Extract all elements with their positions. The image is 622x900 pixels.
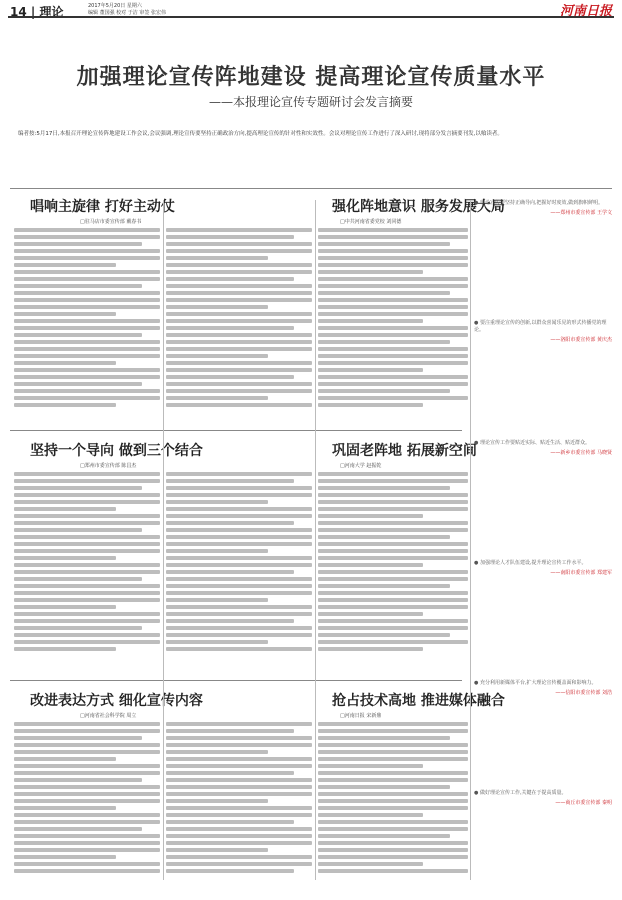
article-title-6: 抢占技术高地 推进媒体融合 [332,693,505,709]
sidebar-text: ● 理论宣传要坚持正确导向,把握好时度效,做到旗帜鲜明。 [474,200,604,206]
article-author-3: □郑州市委宣传部 陈昌杰 [80,463,137,469]
sidebar-item [474,790,612,806]
editor-line: 编辑 董国强 校对 于洁 审签 张宏伟 [88,10,166,16]
header-meta [88,3,166,17]
article-title-3: 坚持一个导向 做到三个结合 [30,443,203,459]
sidebar-source: ——商丘市委宣传部 秦明 [555,800,612,806]
sidebar-source: ——信阳市委宣传部 刘浩 [555,690,612,696]
article-body-4 [318,472,468,672]
article-author-6: □河南日报 宋新鼎 [340,713,382,719]
newspaper-logo: 河南日报 [559,4,612,19]
sidebar-text: ● 充分利用新媒体平台,扩大理论宣传覆盖面和影响力。 [474,680,597,686]
main-title: 加强理论宣传阵地建设 提高理论宣传质量水平 [76,64,546,90]
divider [10,430,462,431]
sub-title: ——本报理论宣传专题研讨会发言摘要 [208,95,413,109]
sidebar-text: ● 加强理论人才队伍建设,提升理论宣传工作水平。 [474,560,587,566]
article-author-5: □河南省社会科学院 周立 [80,713,137,719]
sidebar-item [474,560,612,576]
sidebar-item [474,320,612,343]
date-line: 2017年5月20日 星期六 [88,3,142,9]
article-body-5b [166,722,312,892]
sidebar-source: ——郑州市委宣传部 王学文 [550,210,612,216]
article-body-1 [14,228,160,424]
sidebar-text: ● 要注重理论宣传的创新,以群众喜闻乐见的形式传播党的理论。 [474,320,607,333]
top-rule [8,16,614,18]
article-body-2 [318,228,468,424]
article-body-3b [166,472,312,672]
article-title-2: 强化阵地意识 服务发展大局 [332,199,505,215]
sidebar-source: ——洛阳市委宣传部 黄庆杰 [550,337,612,343]
divider [10,680,462,681]
article-body-6 [318,722,468,892]
sidebar-text: ● 做好理论宣传工作,关键在于提高质量。 [474,790,567,796]
page-number: 14 | 理论 [10,5,64,19]
column-rule [315,200,316,880]
column-rule [163,200,164,880]
article-author-2: □中共河南省委党校 刘同德 [340,219,402,225]
editor-note-text: 编者按:5月17日,本报召开理论宣传阵地建设工作会议,会议强调,理论宣传要坚持正确政治方向,提高理论宣传的针对性和实效性。会议对理论宣传工作进行了深入研讨,现将部分发言摘要刊发,以飨读者。 [18,131,503,137]
article-body-1b [166,228,312,424]
editor-note [18,130,604,139]
sidebar-source: ——南阳市委宣传部 郑建军 [550,570,612,576]
sidebar-source: ——新乡市委宣传部 马晓贤 [550,450,612,456]
article-body-5 [14,722,160,892]
sidebar-item [474,440,612,456]
article-body-3 [14,472,160,672]
article-title-5: 改进表达方式 细化宣传内容 [30,693,203,709]
article-author-4: □河南大学 赵振乾 [340,463,382,469]
sidebar-item [474,680,612,696]
article-author-1: □驻马店市委宣传部 戴春书 [80,219,142,225]
sidebar-item [474,200,612,216]
divider [10,188,612,189]
sidebar-text: ● 理论宣传工作要贴近实际、贴近生活、贴近群众。 [474,440,590,446]
article-title-4: 巩固老阵地 拓展新空间 [332,443,477,459]
article-title-1: 唱响主旋律 打好主动仗 [30,199,175,215]
column-rule [470,200,471,880]
